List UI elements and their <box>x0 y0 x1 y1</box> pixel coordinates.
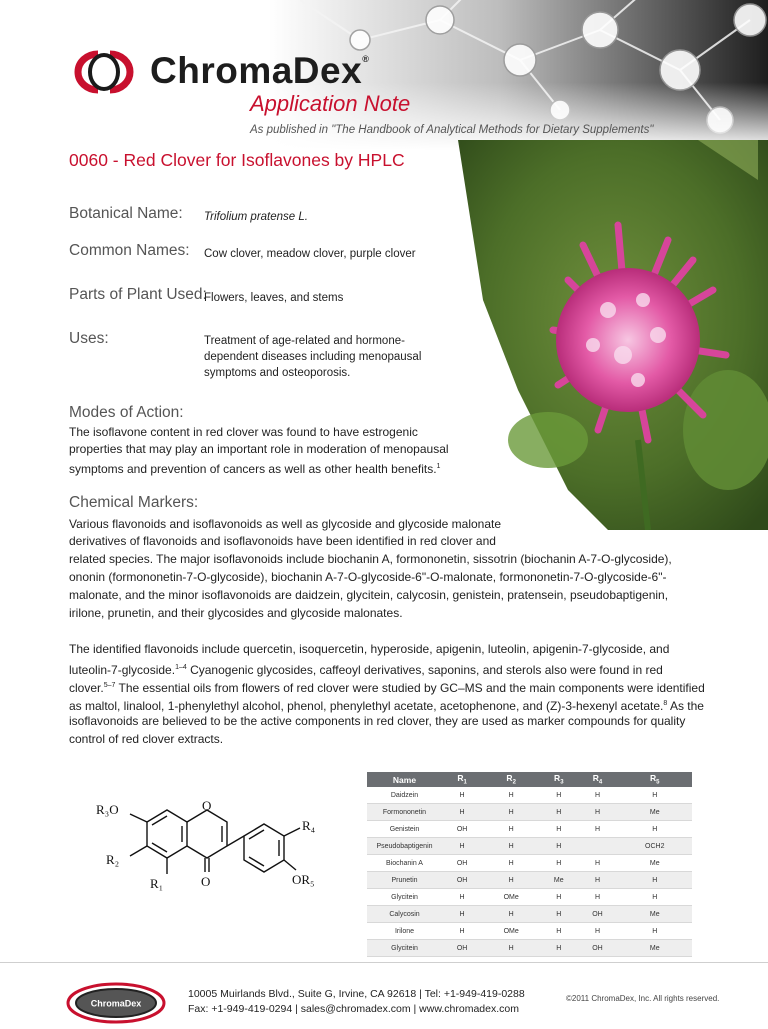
modes-line-1: The isoflavone content in red clover was found to have estrogenic <box>69 425 418 439</box>
brand-name: ChromaDex® <box>150 50 370 91</box>
substituent-cell: H <box>577 889 617 906</box>
flavonoids-line-5: isoflavonoids are believed to be the active components in red clover, they are used as marker compounds for quality <box>69 714 686 728</box>
compound-name-cell: Glycitein <box>367 940 442 957</box>
footer-logo <box>66 982 166 1029</box>
compound-name-cell: Daidzein <box>367 787 442 804</box>
flavonoids-line-4: as maltol, linalool, 1-phenylethyl alcohol, phenol, phenylethyl acetate, acetophenone, and (Z)-3-hexenyl acetate.$^8$ As the <box>69 699 704 713</box>
substituent-cell: OH <box>577 906 617 923</box>
compound-name-cell: Glycitein <box>367 889 442 906</box>
compound-name-cell: Biochanin A <box>367 855 442 872</box>
column-header-r1: $R_1$ <box>442 772 482 787</box>
chemical-markers-heading: Chemical Markers: <box>69 494 199 511</box>
botanical-name-label: Botanical Name: <box>69 205 183 222</box>
substituent-cell: H <box>442 906 482 923</box>
substituent-cell: Me <box>618 804 692 821</box>
substituent-cell: H <box>540 906 577 923</box>
table-row <box>367 838 692 855</box>
copyright-notice: ©2011 ChromaDex, Inc. All rights reserved. <box>566 994 720 1003</box>
substituent-cell: OCH2 <box>618 838 692 855</box>
substituent-cell: H <box>618 923 692 940</box>
substituent-cell: H <box>540 855 577 872</box>
substituent-cell: H <box>442 923 482 940</box>
substituent-cell: H <box>540 838 577 855</box>
markers-line-5: malonate, and the minor isoflavonoids are daidzein, glycitein, calycosin, genistein, pratensein, pseudobaptigenin, <box>69 588 669 602</box>
markers-line-4: ononin (formononetin-7-O-glycoside), biochanin A-7-O-glycoside-6"-O-malonate, formononetin-7-O-glycoside-6"- <box>69 570 667 584</box>
substituent-cell: OH <box>442 855 482 872</box>
flavonoids-line-3: clover.$^{5-7}$ The essential oils from flowers of red clover were studied by GC–MS and the main components were identified <box>69 681 705 695</box>
modes-of-action-heading: Modes of Action: <box>69 404 184 421</box>
uses-value: Treatment of age-related and hormone-dependent diseases including menopausal symptoms and osteoporosis. <box>204 335 422 379</box>
substituent-cell: H <box>442 787 482 804</box>
modes-line-2: properties that may play an important role in moderation of menopausal <box>69 442 449 456</box>
substituent-cell: OH <box>577 940 617 957</box>
substituent-cell: OH <box>442 821 482 838</box>
footer-address <box>188 987 525 1017</box>
substituent-cell: H <box>482 787 540 804</box>
chromadex-logo-icon <box>70 50 142 99</box>
substituent-cell: H <box>577 855 617 872</box>
table-header-row <box>367 772 692 787</box>
isoflavonoid-substituent-table <box>367 772 692 957</box>
compound-name-cell: Genistein <box>367 821 442 838</box>
table-row <box>367 923 692 940</box>
substituent-cell: H <box>540 940 577 957</box>
compound-name-cell: Formononetin <box>367 804 442 821</box>
substituent-cell: OH <box>442 940 482 957</box>
substituent-cell: H <box>577 804 617 821</box>
substituent-cell: H <box>618 889 692 906</box>
modes-reference: 1 <box>436 463 441 470</box>
column-header-r3: $R_3$ <box>540 772 577 787</box>
column-header-r5: $R_5$ <box>618 772 692 787</box>
markers-line-1: Various flavonoids and isoflavonoids as well as glycoside and glycoside malonate <box>69 517 502 531</box>
substituent-cell <box>577 838 617 855</box>
ketone-oxygen-label: O <box>201 874 211 889</box>
compound-name-cell: Calycosin <box>367 906 442 923</box>
substituent-cell: H <box>482 821 540 838</box>
table-row <box>367 889 692 906</box>
compound-name-cell: Prunetin <box>367 872 442 889</box>
column-header-r4: $R_4$ <box>577 772 617 787</box>
flavonoids-line-6: control of red clover extracts. <box>69 732 224 746</box>
footer-contact-line: Fax: +1-949-419-0294 | sales@chromadex.com | www.chromadex.com <box>188 1003 519 1015</box>
uses-label: Uses: <box>69 330 109 347</box>
substituent-cell: Me <box>618 906 692 923</box>
markers-line-6: irilone, prunetin, and their glycosides and glycoside malonates. <box>69 606 403 620</box>
substituent-cell: H <box>482 855 540 872</box>
substituent-cell: H <box>482 940 540 957</box>
markers-line-3: related species. The major isoflavonoids include biochanin A, formononetin, sissotrin (biochanin A-7-O-glycoside), <box>69 552 672 566</box>
substituent-cell: Me <box>618 855 692 872</box>
column-header-r2: $R_2$ <box>482 772 540 787</box>
table-row <box>367 787 692 804</box>
substituent-cell: H <box>482 906 540 923</box>
flavonoids-line-2: luteolin-7-glycoside.$^{1-4}$ Cyanogenic glycosides, caffeoyl derivatives, saponins, and sterols also were found in red <box>69 663 663 677</box>
substituent-cell: H <box>482 838 540 855</box>
substituent-cell: OMe <box>482 889 540 906</box>
substituent-cell: H <box>442 838 482 855</box>
table-row <box>367 940 692 957</box>
compound-name-cell: Irilone <box>367 923 442 940</box>
modes-line-3: symptoms and prevention of cancers as well as other health benefits.$^1$ <box>69 462 441 476</box>
table-row <box>367 872 692 889</box>
footer-divider <box>0 962 768 963</box>
substituent-cell: H <box>442 804 482 821</box>
r4-label: R₄ <box>302 818 316 833</box>
substituent-cell: H <box>577 923 617 940</box>
substituent-cell: H <box>577 821 617 838</box>
flavonoids-line-1: The identified flavonoids include quercetin, isoquercetin, hyperoside, apigenin, luteolin, apigenin-7-glycoside, and <box>69 642 670 656</box>
published-note: As published in "The Handbook of Analytical Methods for Dietary Supplements" <box>250 124 654 136</box>
compound-name-cell: Pseudobaptigenin <box>367 838 442 855</box>
r1-label: R₁ <box>150 876 164 891</box>
ring-oxygen-label: O <box>202 800 212 813</box>
substituent-cell: Me <box>540 872 577 889</box>
botanical-name-value: Trifolium pratense L. <box>204 211 308 223</box>
column-header-name: Name <box>367 772 442 787</box>
registered-mark: ® <box>362 54 370 64</box>
substituent-cell: H <box>618 787 692 804</box>
substituent-cell: OMe <box>482 923 540 940</box>
substituent-cell: H <box>540 889 577 906</box>
substituent-cell: H <box>540 923 577 940</box>
common-names-value: Cow clover, meadow clover, purple clover <box>204 248 416 260</box>
substituent-cell: H <box>618 872 692 889</box>
parts-used-label: Parts of Plant Used: <box>69 286 207 303</box>
table-row <box>367 855 692 872</box>
document-title: 0060 - Red Clover for Isoflavones by HPLC <box>69 150 405 170</box>
substituent-cell: H <box>540 787 577 804</box>
substituent-cell: H <box>442 889 482 906</box>
substituent-cell: H <box>577 787 617 804</box>
r3o-label: R₃O <box>96 802 119 817</box>
red-clover-photo <box>458 140 768 530</box>
footer-address-line-1: 10005 Muirlands Blvd., Suite G, Irvine, CA 92618 | Tel: +1-949-419-0288 <box>188 988 525 1000</box>
parts-used-value: Flowers, leaves, and stems <box>204 292 344 304</box>
substituent-cell: H <box>540 821 577 838</box>
r2-label: R₂ <box>106 852 120 867</box>
table-row <box>367 804 692 821</box>
table-row <box>367 821 692 838</box>
footer-logo-text: ChromaDex <box>90 998 142 1009</box>
substituent-cell: OH <box>442 872 482 889</box>
substituent-cell: H <box>482 804 540 821</box>
substituent-cell: Me <box>618 940 692 957</box>
application-note-heading: Application Note <box>250 91 411 116</box>
isoflavone-structure-diagram <box>92 800 332 915</box>
substituent-cell: H <box>618 821 692 838</box>
markers-line-2: derivatives of flavonoids and isoflavonoids have been identified in red clover and <box>69 534 496 548</box>
common-names-label: Common Names: <box>69 242 190 259</box>
or5-label: OR₅ <box>292 872 315 887</box>
table-row <box>367 906 692 923</box>
substituent-cell: H <box>577 872 617 889</box>
substituent-cell: H <box>540 804 577 821</box>
substituent-cell: H <box>482 872 540 889</box>
